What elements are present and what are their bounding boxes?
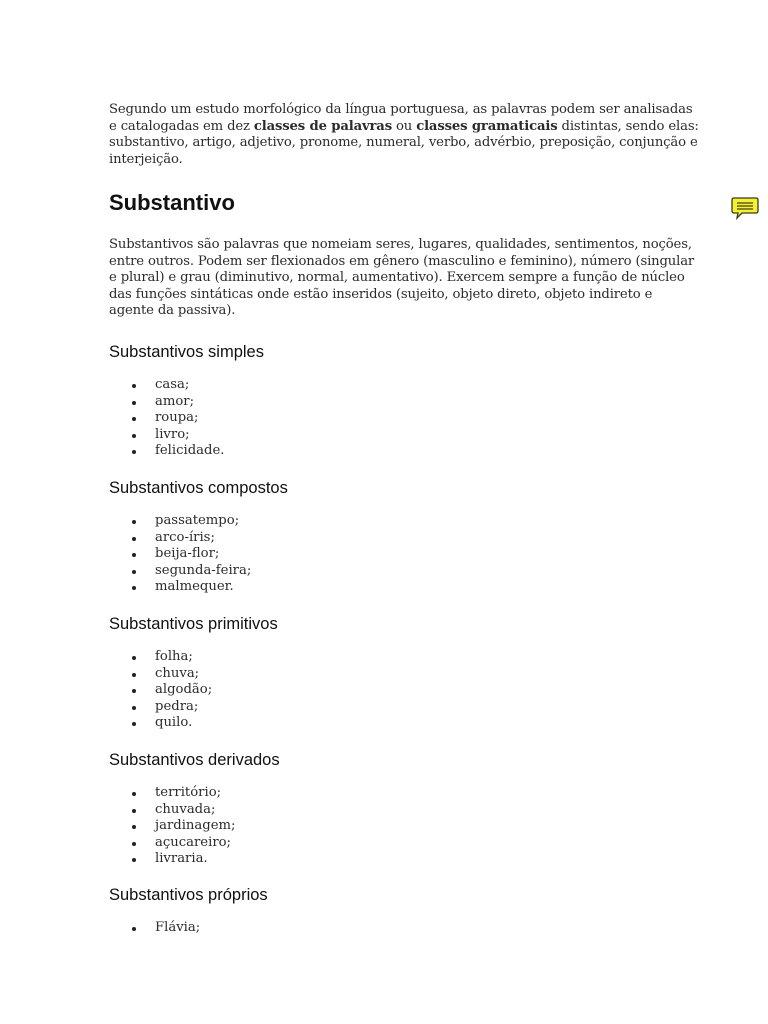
list-item: livraria. [109,851,699,868]
word-list [109,785,699,868]
list-item: passatempo; [109,513,699,530]
list-item: pedra; [109,699,699,716]
bold-term-classes-gramaticais: classes gramaticais [416,118,558,134]
subheading: Substantivos próprios [109,886,268,904]
bold-term-classes-de-palavras: classes de palavras [253,118,392,134]
list-item: felicidade. [109,443,699,460]
list-item: malmequer. [109,579,699,596]
list-item: jardinagem; [109,818,699,835]
list-item: chuva; [109,666,699,683]
list-item: segunda-feira; [109,563,699,580]
section-compostos [109,478,699,596]
word-list [109,377,699,460]
word-list [109,920,699,937]
subheading: Substantivos primitivos [109,615,278,633]
list-item: roupa; [109,410,699,427]
section-heading: Substantivo [109,190,235,215]
list-item: beija-flor; [109,546,699,563]
word-list [109,513,699,596]
list-item: livro; [109,427,699,444]
section-simples [109,342,699,460]
list-item: casa; [109,377,699,394]
section-derivados [109,750,699,868]
list-item: amor; [109,394,699,411]
section-proprios [109,885,699,937]
list-item: chuvada; [109,802,699,819]
description-paragraph: Substantivos são palavras que nomeiam seres, lugares, qualidades, sentimentos, noções, entre outros. Podem ser flexionados em gênero (masculino e feminino), número (singular e plural) e grau (diminutivo, normal, aumentativo). Exercem sempre a função de núcleo das funções sintáticas onde estão inseridos (sujeito, objeto direto, objeto indireto e agente da passiva). [109,237,695,319]
section-primitivos [109,614,699,732]
list-item: quilo. [109,715,699,732]
subheading: Substantivos simples [109,343,264,361]
list-item: Flávia; [109,920,699,937]
list-item: folha; [109,649,699,666]
subheading: Substantivos compostos [109,479,288,497]
comment-note-icon[interactable] [731,196,759,222]
list-item: arco-íris; [109,530,699,547]
intro-paragraph: Segundo um estudo morfológico da língua portuguesa, as palavras podem ser analisadas e catalogadas em dez classes de palavras ou classes gramaticais distintas, sendo elas: substantivo, artigo, adjetivo, pronome, numeral, verbo, advérbio, preposição, conjunção e interjeição. [109,102,699,167]
word-list [109,649,699,732]
list-item: açucareiro; [109,835,699,852]
list-item: algodão; [109,682,699,699]
list-item: território; [109,785,699,802]
document-page [109,102,699,935]
subheading: Substantivos derivados [109,751,280,769]
